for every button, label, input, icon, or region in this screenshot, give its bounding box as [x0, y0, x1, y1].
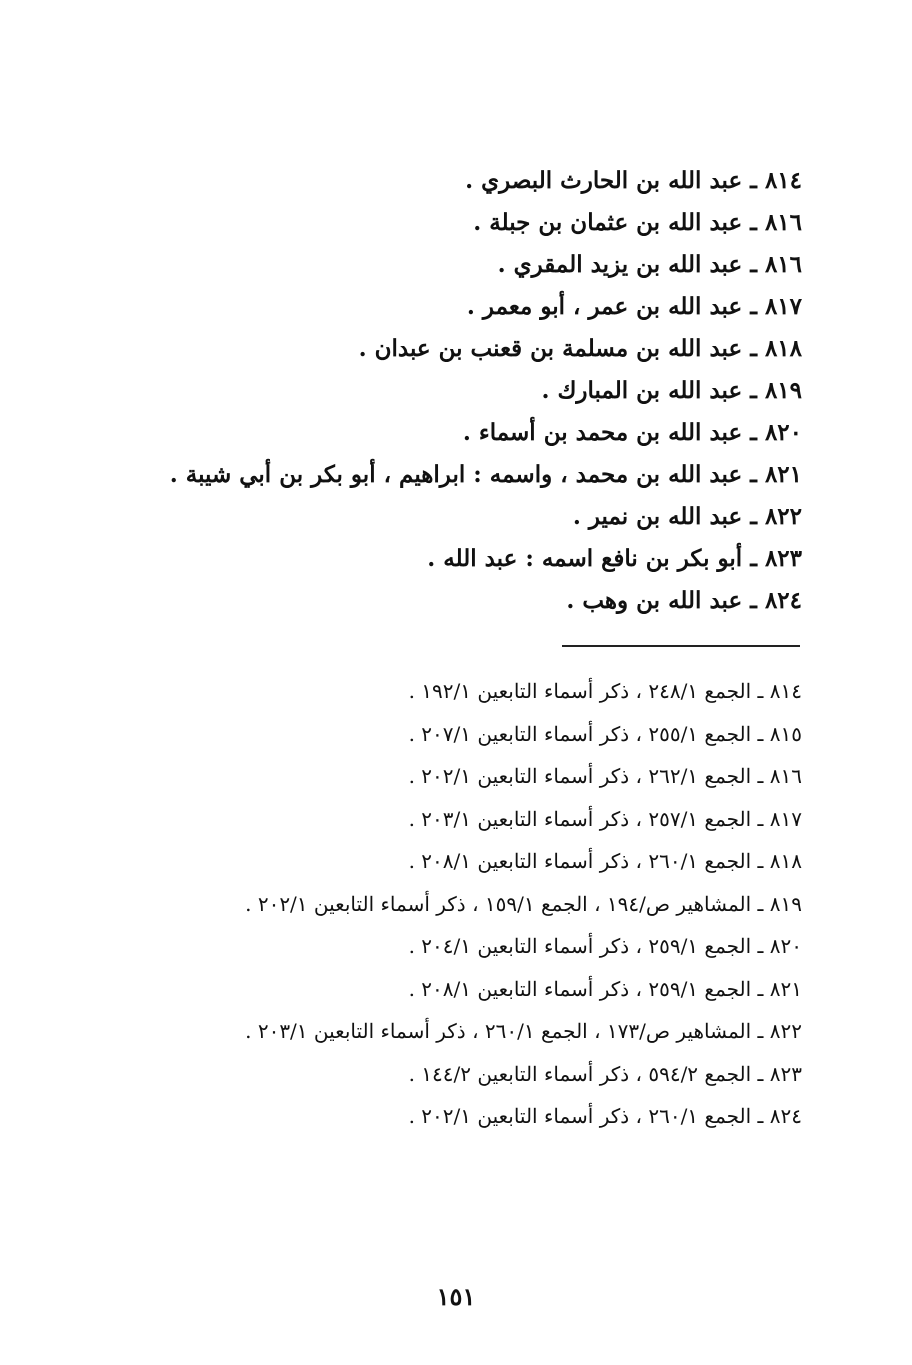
page-number: ١٥١: [436, 1282, 476, 1311]
entry-item: ٨٢٢ ـ عبد الله بن نمير .: [572, 503, 802, 530]
footnote-item: ٨٢٣ ـ الجمع ٥٩٤/٢ ، ذكر أسماء التابعين ١٤٤/٢ .: [408, 1061, 802, 1086]
footnote-item: ٨٢٢ ـ المشاهير ص/١٧٣ ، الجمع ٢٦٠/١ ، ذكر أسماء التابعين ٢٠٣/١ .: [245, 1019, 802, 1043]
entry-list: [102, 160, 802, 622]
footnote-list: [112, 670, 802, 1138]
entry-item: ٨٢٠ ـ عبد الله بن محمد بن أسماء .: [462, 419, 802, 446]
entry-item: ٨٢٣ ـ أبو بكر بن نافع اسمه : عبد الله .: [427, 545, 802, 572]
entry-item: ٨١٦ ـ عبد الله بن عثمان بن جبلة .: [473, 209, 802, 236]
entry-item: ٨١٨ ـ عبد الله بن مسلمة بن قعنب بن عبدان .: [358, 335, 802, 362]
entry-item: ٨١٤ ـ عبد الله بن الحارث البصري .: [465, 167, 802, 194]
footnote-item: ٨١٥ ـ الجمع ٢٥٥/١ ، ذكر أسماء التابعين ٢٠٧/١ .: [408, 721, 802, 746]
footnote-item: ٨١٦ ـ الجمع ٢٦٢/١ ، ذكر أسماء التابعين ٢٠٢/١ .: [408, 764, 802, 788]
entry-item: ٨١٩ ـ عبد الله بن المبارك .: [541, 377, 802, 404]
entry-item: ٨٢١ ـ عبد الله بن محمد ، واسمه : ابراهيم ، أبو بكر بن أبي شيبة .: [169, 461, 802, 488]
footnote-item: ٨٢١ ـ الجمع ٢٥٩/١ ، ذكر أسماء التابعين ٢٠٨/١ .: [408, 976, 802, 1001]
entry-item: ٨١٧ ـ عبد الله بن عمر ، أبو معمر .: [466, 293, 802, 320]
entry-item: ٨٢٤ ـ عبد الله بن وهب .: [566, 587, 802, 614]
footnote-item: ٨٢٤ ـ الجمع ٢٦٠/١ ، ذكر أسماء التابعين ٢٠٢/١ .: [408, 1104, 802, 1128]
footnote-item: ٨١٤ ـ الجمع ٢٤٨/١ ، ذكر أسماء التابعين ١٩٢/١ .: [408, 679, 802, 703]
footnote-item: ٨١٩ ـ المشاهير ص/١٩٤ ، الجمع ١٥٩/١ ، ذكر أسماء التابعين ٢٠٢/١ .: [245, 891, 802, 916]
entry-item: ٨١٦ ـ عبد الله بن يزيد المقري .: [497, 251, 802, 278]
footnote-divider: [562, 645, 800, 647]
footnote-item: ٨١٧ ـ الجمع ٢٥٧/١ ، ذكر أسماء التابعين ٢٠٣/١ .: [408, 806, 802, 831]
footnote-item: ٨٢٠ ـ الجمع ٢٥٩/١ ، ذكر أسماء التابعين ٢٠٤/١ .: [408, 934, 802, 958]
footnote-item: ٨١٨ ـ الجمع ٢٦٠/١ ، ذكر أسماء التابعين ٢٠٨/١ .: [408, 849, 802, 873]
